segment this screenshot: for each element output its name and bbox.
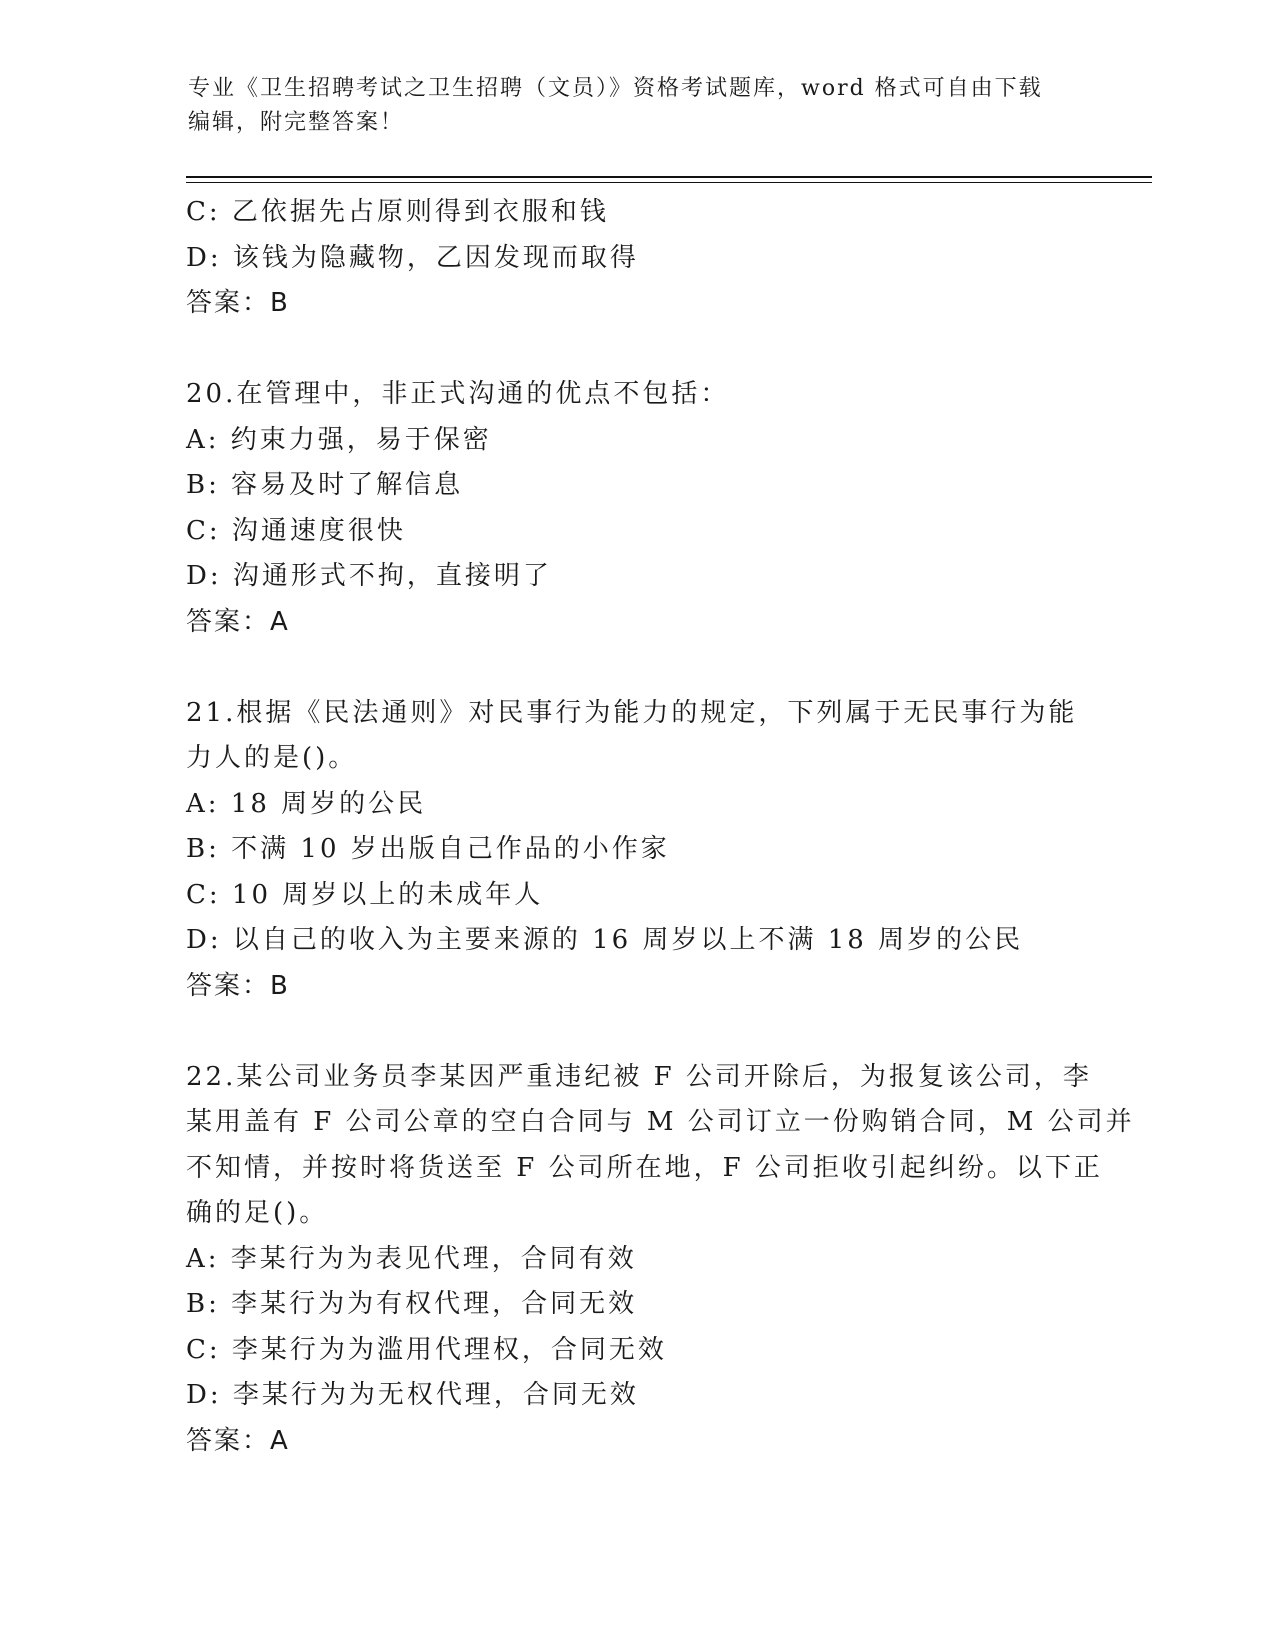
question-stem-line-2: 某用盖有 F 公司公章的空白合同与 M 公司订立一份购销合同，M 公司并 [186, 1107, 1135, 1137]
header-rule-thick [186, 176, 1152, 178]
question-20 [186, 372, 1086, 645]
question-content [186, 190, 1135, 1464]
option-c: C: 沟通速度很快 [186, 515, 406, 546]
option-c: C: 李某行为为滥用代理权，合同无效 [186, 1334, 667, 1365]
option-d: D: 该钱为隐藏物，乙因发现而取得 [186, 242, 639, 273]
header-rule-thin [186, 182, 1152, 183]
option-d: D: 沟通形式不拘，直接明了 [186, 561, 552, 591]
option-c: C: 乙依据先占原则得到衣服和钱 [186, 197, 609, 227]
option-a: A: 约束力强，易于保密 [186, 424, 492, 455]
option-d: D: 李某行为为无权代理，合同无效 [186, 1380, 639, 1410]
option-d: D: 以自己的收入为主要来源的 16 周岁以上不满 18 周岁的公民 [186, 925, 1024, 955]
header-line-1: 专业《卫生招聘考试之卫生招聘（文员）》资格考试题库，word 格式可自由下载 [188, 76, 1043, 101]
question-stem-line-1: 22.某公司业务员李某因严重违纪被 F 公司开除后，为报复该公司，李 [186, 1061, 1092, 1092]
option-b: B: 容易及时了解信息 [186, 470, 464, 500]
spacer [186, 1009, 1086, 1055]
previous-question-block [186, 190, 1086, 327]
option-b: B: 不满 10 岁出版自己作品的小作家 [186, 834, 670, 864]
option-a: A: 18 周岁的公民 [186, 788, 427, 819]
option-b: B: 李某行为为有权代理，合同无效 [186, 1289, 638, 1319]
header-line-2: 编辑，附完整答案！ [188, 110, 405, 135]
option-a: A: 李某行为为表见代理，合同有效 [186, 1243, 637, 1274]
question-stem-line-1: 21.根据《民法通则》对民事行为能力的规定，下列属于无民事行为能 [186, 697, 1078, 728]
question-stem-line-2: 力人的是()。 [186, 743, 358, 773]
question-stem: 20.在管理中，非正式沟通的优点不包括： [186, 379, 730, 409]
answer-line: 答案：A [186, 1425, 290, 1456]
question-22 [186, 1055, 1135, 1465]
spacer [186, 645, 1086, 691]
answer-line: 答案：A [186, 606, 290, 637]
document-header [188, 72, 1088, 140]
question-21 [186, 691, 1086, 1010]
question-stem-line-4: 确的足()。 [186, 1198, 329, 1228]
answer-line: 答案：B [186, 288, 290, 318]
spacer [186, 327, 1086, 373]
question-stem-line-3: 不知情，并按时将货送至 F 公司所在地，F 公司拒收引起纠纷。以下正 [186, 1152, 1103, 1183]
answer-line: 答案：B [186, 970, 290, 1001]
option-c: C: 10 周岁以上的未成年人 [186, 879, 544, 910]
